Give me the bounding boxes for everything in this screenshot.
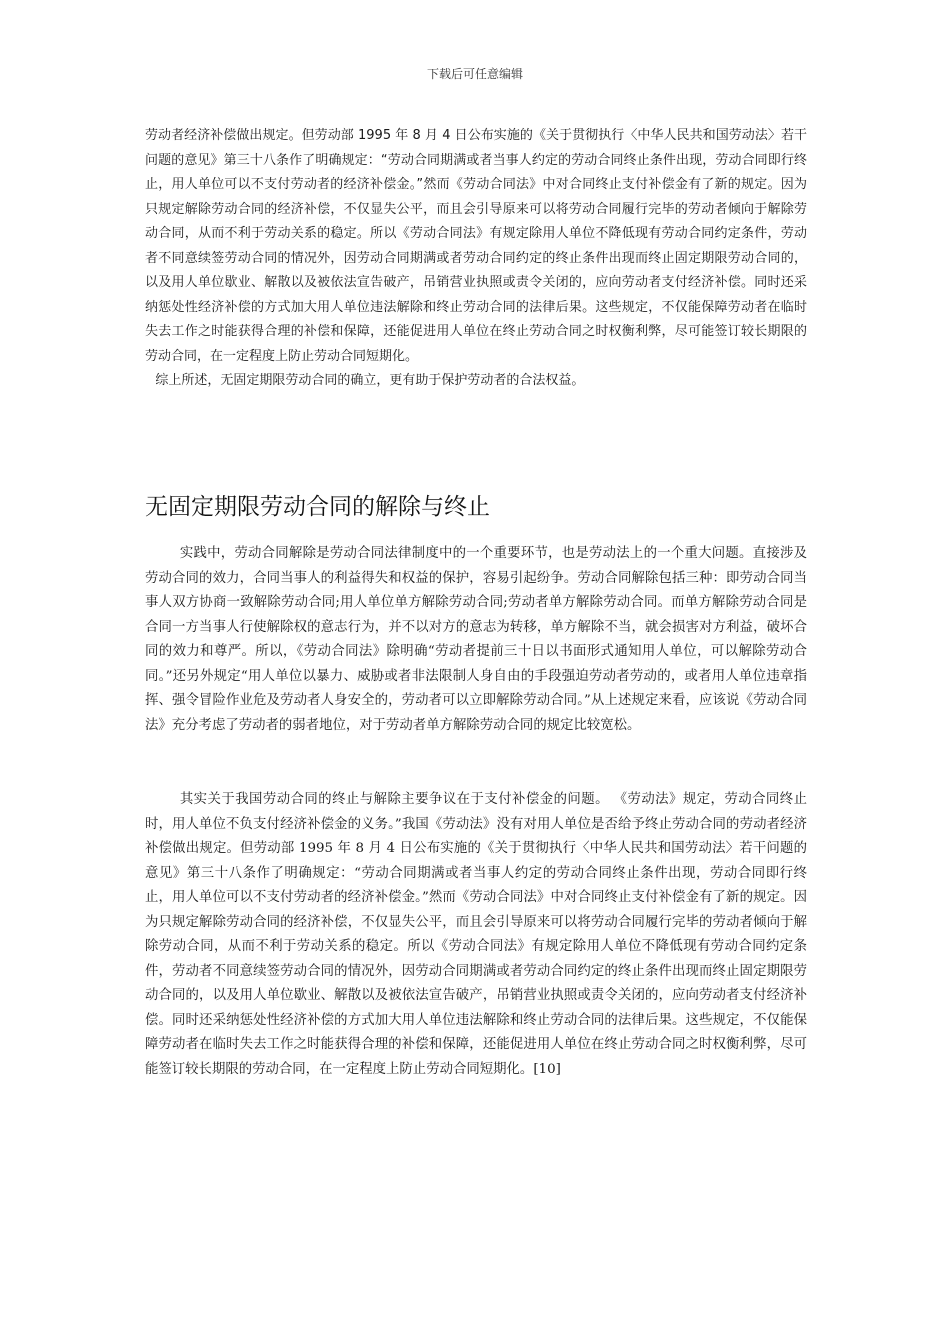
summary-paragraph: 综上所述，无固定期限劳动合同的确立，更有助于保护劳动者的合法权益。 [155, 373, 585, 388]
top-text-block [145, 124, 807, 394]
section-paragraph-2: 其实关于我国劳动合同的终止与解除主要争议在于支付补偿金的问题。 《劳动法》规定，劳动合同终止时，用人单位不负支付经济补偿金的义务。”我国《劳动法》没有对用人单位是否给予终止劳动合同的劳动者经济补偿做出规定。但劳动部 1995 年 8 月 4 日公布实施的《关于贯彻执行〈中华人民共和国劳动法〉若干问题的意见》第三十八条作了明确规定：“劳动合同期满或者当事人约定的劳动合同终止条件出现，劳动合同即行终止，用人单位可以不支付劳动者的经济补偿金。”然而《劳动合同法》中对合同终止支付补偿金有了新的规定。因为只规定解除劳动合同的经济补偿，不仅显失公平，而且会引导原来可以将劳动合同履行完毕的劳动者倾向于解除劳动合同，从而不利于劳动关系的稳定。所以《劳动合同法》有规定除用人单位不降低现有劳动合同约定条件，劳动者不同意续签劳动合同的情况外，因劳动合同期满或者劳动合同约定的终止条件出现而终止固定期限劳动合同的，以及用人单位歇业、解散以及被依法宣告破产，吊销营业执照或责令关闭的，应向劳动者支付经济补偿。同时还采纳惩处性经济补偿的方式加大用人单位违法解除和终止劳动合同的法律后果。这些规定，不仅能保障劳动者在临时失去工作之时能获得合理的补偿和保障，还能促进用人单位在终止劳动合同之时权衡利弊，尽可能签订较长期限的劳动合同，在一定程度上防止劳动合同短期化。[10] [145, 792, 807, 1077]
continued-paragraph: 劳动者经济补偿做出规定。但劳动部 1995 年 8 月 4 日公布实施的《关于贯彻执行〈中华人民共和国劳动法〉若干问题的意见》第三十八条作了明确规定：“劳动合同期满或者当事人约定的劳动合同终止条件出现，劳动合同即行终止，用人单位可以不支付劳动者的经济补偿金。”然而《劳动合同法》中对合同终止支付补偿金有了新的规定。因为只规定解除劳动合同的经济补偿，不仅显失公平，而且会引导原来可以将劳动合同履行完毕的劳动者倾向于解除劳动合同，从而不利于劳动关系的稳定。所以《劳动合同法》有规定除用人单位不降低现有劳动合同约定条件，劳动者不同意续签劳动合同的情况外，因劳动合同期满或者劳动合同约定的终止条件出现而终止固定期限劳动合同的，以及用人单位歇业、解散以及被依法宣告破产，吊销营业执照或责令关闭的，应向劳动者支付经济补偿。同时还采纳惩处性经济补偿的方式加大用人单位违法解除和终止劳动合同的法律后果。这些规定，不仅能保障劳动者在临时失去工作之时能获得合理的补偿和保障，还能促进用人单位在终止劳动合同之时权衡利弊，尽可能签订较长期限的劳动合同，在一定程度上防止劳动合同短期化。 [145, 128, 807, 364]
section-heading: 无固定期限劳动合同的解除与终止 [145, 494, 490, 520]
section-text-block-1 [145, 542, 807, 738]
page-header-note: 下载后可任意编辑 [426, 67, 523, 81]
section-text-block-2 [145, 788, 807, 1082]
section-paragraph-1: 实践中，劳动合同解除是劳动合同法律制度中的一个重要环节，也是劳动法上的一个重大问题。直接涉及劳动合同的效力，合同当事人的利益得失和权益的保护，容易引起纷争。劳动合同解除包括三种：即劳动合同当事人双方协商一致解除劳动合同;用人单位单方解除劳动合同;劳动者单方解除劳动合同。而单方解除劳动合同是合同一方当事人行使解除权的意志行为，并不以对方的意志为转移，单方解除不当，就会损害对方利益，破坏合同的效力和尊严。所以，《劳动合同法》除明确“劳动者提前三十日以书面形式通知用人单位，可以解除劳动合同。”还另外规定“用人单位以暴力、威胁或者非法限制人身自由的手段强迫劳动者劳动的，或者用人单位违章指挥、强令冒险作业危及劳动者人身安全的，劳动者可以立即解除劳动合同。”从上述规定来看，应该说《劳动合同法》充分考虑了劳动者的弱者地位，对于劳动者单方解除劳动合同的规定比较宽松。 [145, 546, 807, 733]
